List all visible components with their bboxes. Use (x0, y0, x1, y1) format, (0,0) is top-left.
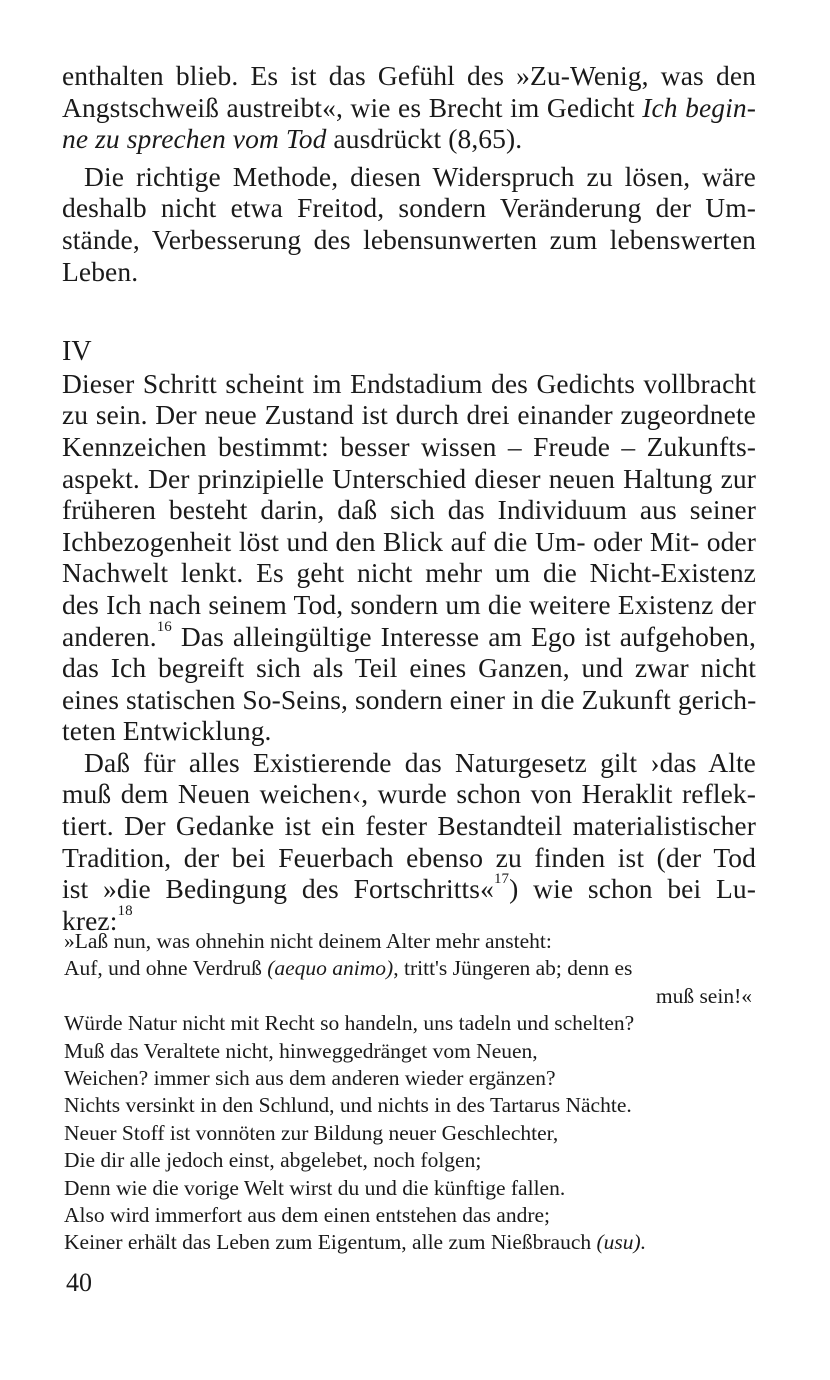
text-line: teten Entwicklung. (62, 715, 272, 747)
quote-line: Muß das Veraltete nicht, hinweggedränget vom Neuen, (64, 1038, 538, 1063)
paragraph-3 (62, 368, 756, 747)
text-line: ist »die Bedingung des Fortschritts«$^{17}$) wie schon bei Lu- (62, 871, 756, 905)
quote-line: Die dir alle jedoch einst, abgelebet, noch folgen; (64, 1148, 482, 1173)
quote-line: Denn wie die vorige Welt wirst du und die künftige fallen. (64, 1175, 566, 1200)
quote-line: Weichen? immer sich aus dem anderen wieder ergänzen? (64, 1066, 556, 1091)
text-line: Die richtige Methode, diesen Widerspruch zu lösen, wäre (84, 160, 756, 192)
text-line: tiert. Der Gedanke ist ein fester Bestandteil materialistischer (62, 810, 756, 842)
text-line: enthalten blieb. Es ist das Gefühl des »Zu-Wenig, was den (62, 60, 756, 91)
poem-title-italic: Ich begin- (642, 91, 756, 123)
quote-line: »Laß nun, was ohnehin nicht deinem Alter mehr ansteht: (64, 929, 552, 953)
text-line: Leben. (62, 255, 139, 287)
quote-line: Also wird immerfort aus dem einen entstehen das andre; (64, 1203, 550, 1228)
poem-title-italic: ne zu sprechen vom Tod (62, 123, 327, 155)
text-line: aspekt. Der prinzipielle Unterschied dieser neuen Haltung zur (62, 462, 756, 494)
text-line: Ichbezogenheit löst und den Blick auf die Um- oder Mit- oder (62, 525, 756, 557)
text-line: Kennzeichen bestimmt: besser wissen – Freude – Zukunfts- (62, 430, 756, 462)
text-line: anderen.$^{16}$ Das alleingültige Interesse am Ego ist aufgehoben, (62, 618, 756, 652)
page-body (62, 60, 756, 936)
text-line: stände, Verbesserung des lebensunwerten zum lebenswerten (62, 223, 756, 255)
paragraph-1 (62, 60, 756, 155)
paragraph-2 (62, 161, 756, 287)
page-number: 40 (66, 1268, 92, 1297)
text-line: eines statischen So-Seins, sondern einer in die Zukunft gerich- (62, 683, 757, 715)
footnote-ref: 17 (493, 871, 510, 888)
quote-line: Auf, und ohne Verdruß (aequo animo), tritt's Jüngeren ab; denn es (64, 956, 633, 981)
text-line: das Ich begreift sich als Teil eines Ganzen, und zwar nicht (62, 652, 756, 684)
quote-line: Keiner erhält das Leben zum Eigentum, alle zum Nießbrauch (usu). (64, 1230, 647, 1255)
footnote-ref: 16 (156, 618, 172, 635)
block-quote (64, 928, 754, 1257)
text-line: deshalb nicht etwa Freitod, sondern Veränderung der Um- (62, 192, 756, 224)
text-line: früheren besteht darin, daß sich das Individuum aus seiner (62, 494, 756, 526)
text-line: Tradition, der bei Feuerbach ebenso zu finden ist (der Tod (62, 841, 756, 873)
text-line: krez:$^{18}$ (62, 902, 133, 936)
paragraph-4 (62, 747, 756, 937)
text-line: Angstschweiß austreibt«, wie es Brecht im Gedicht Ich begin- (62, 91, 756, 123)
text-line: muß dem Neuen weichen‹, wurde schon von Heraklit reflek- (62, 778, 756, 810)
text-line: Dieser Schritt scheint im Endstadium des Gedichts vollbracht (62, 367, 756, 399)
quote-line: Würde Natur nicht mit Recht so handeln, uns tadeln und schelten? (64, 1011, 635, 1036)
footnote-ref: 18 (117, 902, 133, 919)
text-line: des Ich nach seinem Tod, sondern um die weitere Existenz der (62, 588, 756, 620)
text-line: Nachwelt lenkt. Es geht nicht mehr um die Nicht-Existenz (62, 557, 756, 589)
text-line: zu sein. Der neue Zustand ist durch drei einander zugeordnete (62, 399, 756, 431)
quote-line: Neuer Stoff ist vonnöten zur Bildung neuer Geschlechter, (64, 1120, 559, 1145)
quote-line: Nichts versinkt in den Schlund, und nichts in des Tartarus Nächte. (64, 1093, 632, 1118)
quote-line: muß sein!« (655, 983, 752, 1008)
text-line: ne zu sprechen vom Tod ausdrückt (8,65). (62, 123, 523, 155)
section-heading: IV (62, 336, 92, 368)
text-line: Daß für alles Existierende das Naturgesetz gilt ›das Alte (84, 746, 756, 778)
